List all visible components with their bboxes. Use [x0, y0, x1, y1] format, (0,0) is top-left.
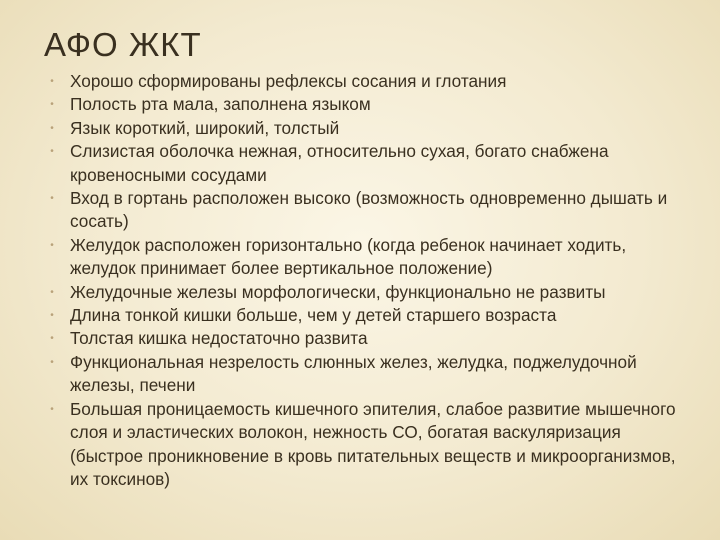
- list-item: [46, 70, 696, 93]
- list-item: [46, 187, 696, 234]
- bullet-icon: •: [50, 333, 54, 345]
- bullet-icon: •: [50, 99, 54, 111]
- list-item: [46, 398, 696, 492]
- bullet-icon: •: [50, 122, 54, 134]
- bullet-icon: •: [50, 76, 54, 87]
- list-item: [46, 117, 696, 140]
- bullet-icon: •: [50, 193, 54, 205]
- list-item-text: Слизистая оболочка нежная, относительно сухая, богато снабжена кровеносными сосудами: [70, 141, 609, 185]
- list-item: [46, 351, 696, 398]
- list-item-text: Толстая кишка недостаточно развита: [70, 328, 368, 349]
- bullet-icon: •: [50, 146, 54, 158]
- list-item-text: Язык короткий, широкий, толстый: [70, 117, 340, 138]
- list-item-text: Хорошо сформированы рефлексы сосания и глотания: [70, 71, 507, 91]
- list-item: [46, 327, 696, 350]
- bullet-list: [46, 70, 696, 491]
- bullet-icon: •: [50, 356, 54, 368]
- slide-title: АФО ЖКТ: [44, 26, 202, 63]
- list-item-text: Желудок расположен горизонтально (когда ребенок начинает ходить, желудок принимает более вертикальное положение): [70, 234, 627, 279]
- list-item-text: Вход в гортань расположен высоко (возможность одновременно дышать и сосать): [70, 188, 668, 232]
- list-item-text: Длина тонкой кишки больше, чем у детей старшего возраста: [70, 305, 557, 326]
- bullet-icon: •: [50, 310, 54, 322]
- list-item: [46, 93, 696, 116]
- bullet-icon: •: [50, 286, 54, 298]
- list-item: [46, 304, 696, 327]
- list-item: [46, 140, 696, 187]
- bullet-icon: •: [50, 239, 54, 251]
- list-item: [46, 234, 696, 281]
- list-item-text: Большая проницаемость кишечного эпителия, слабое развитие мышечного слоя и эластических волокон, нежность СО, богатая васкуляризация (быстрое проникновение в кровь питательных веществ и микроорганизмов, их токсинов): [70, 398, 676, 489]
- bullet-icon: •: [50, 403, 54, 415]
- list-item-text: Желудочные железы морфологически, функционально не развиты: [70, 281, 606, 302]
- list-item-text: Функциональная незрелость слюнных желез, желудка, поджелудочной железы, печени: [70, 351, 637, 396]
- list-item: [46, 281, 696, 304]
- list-item-text: Полость рта мала, заполнена языком: [70, 94, 371, 115]
